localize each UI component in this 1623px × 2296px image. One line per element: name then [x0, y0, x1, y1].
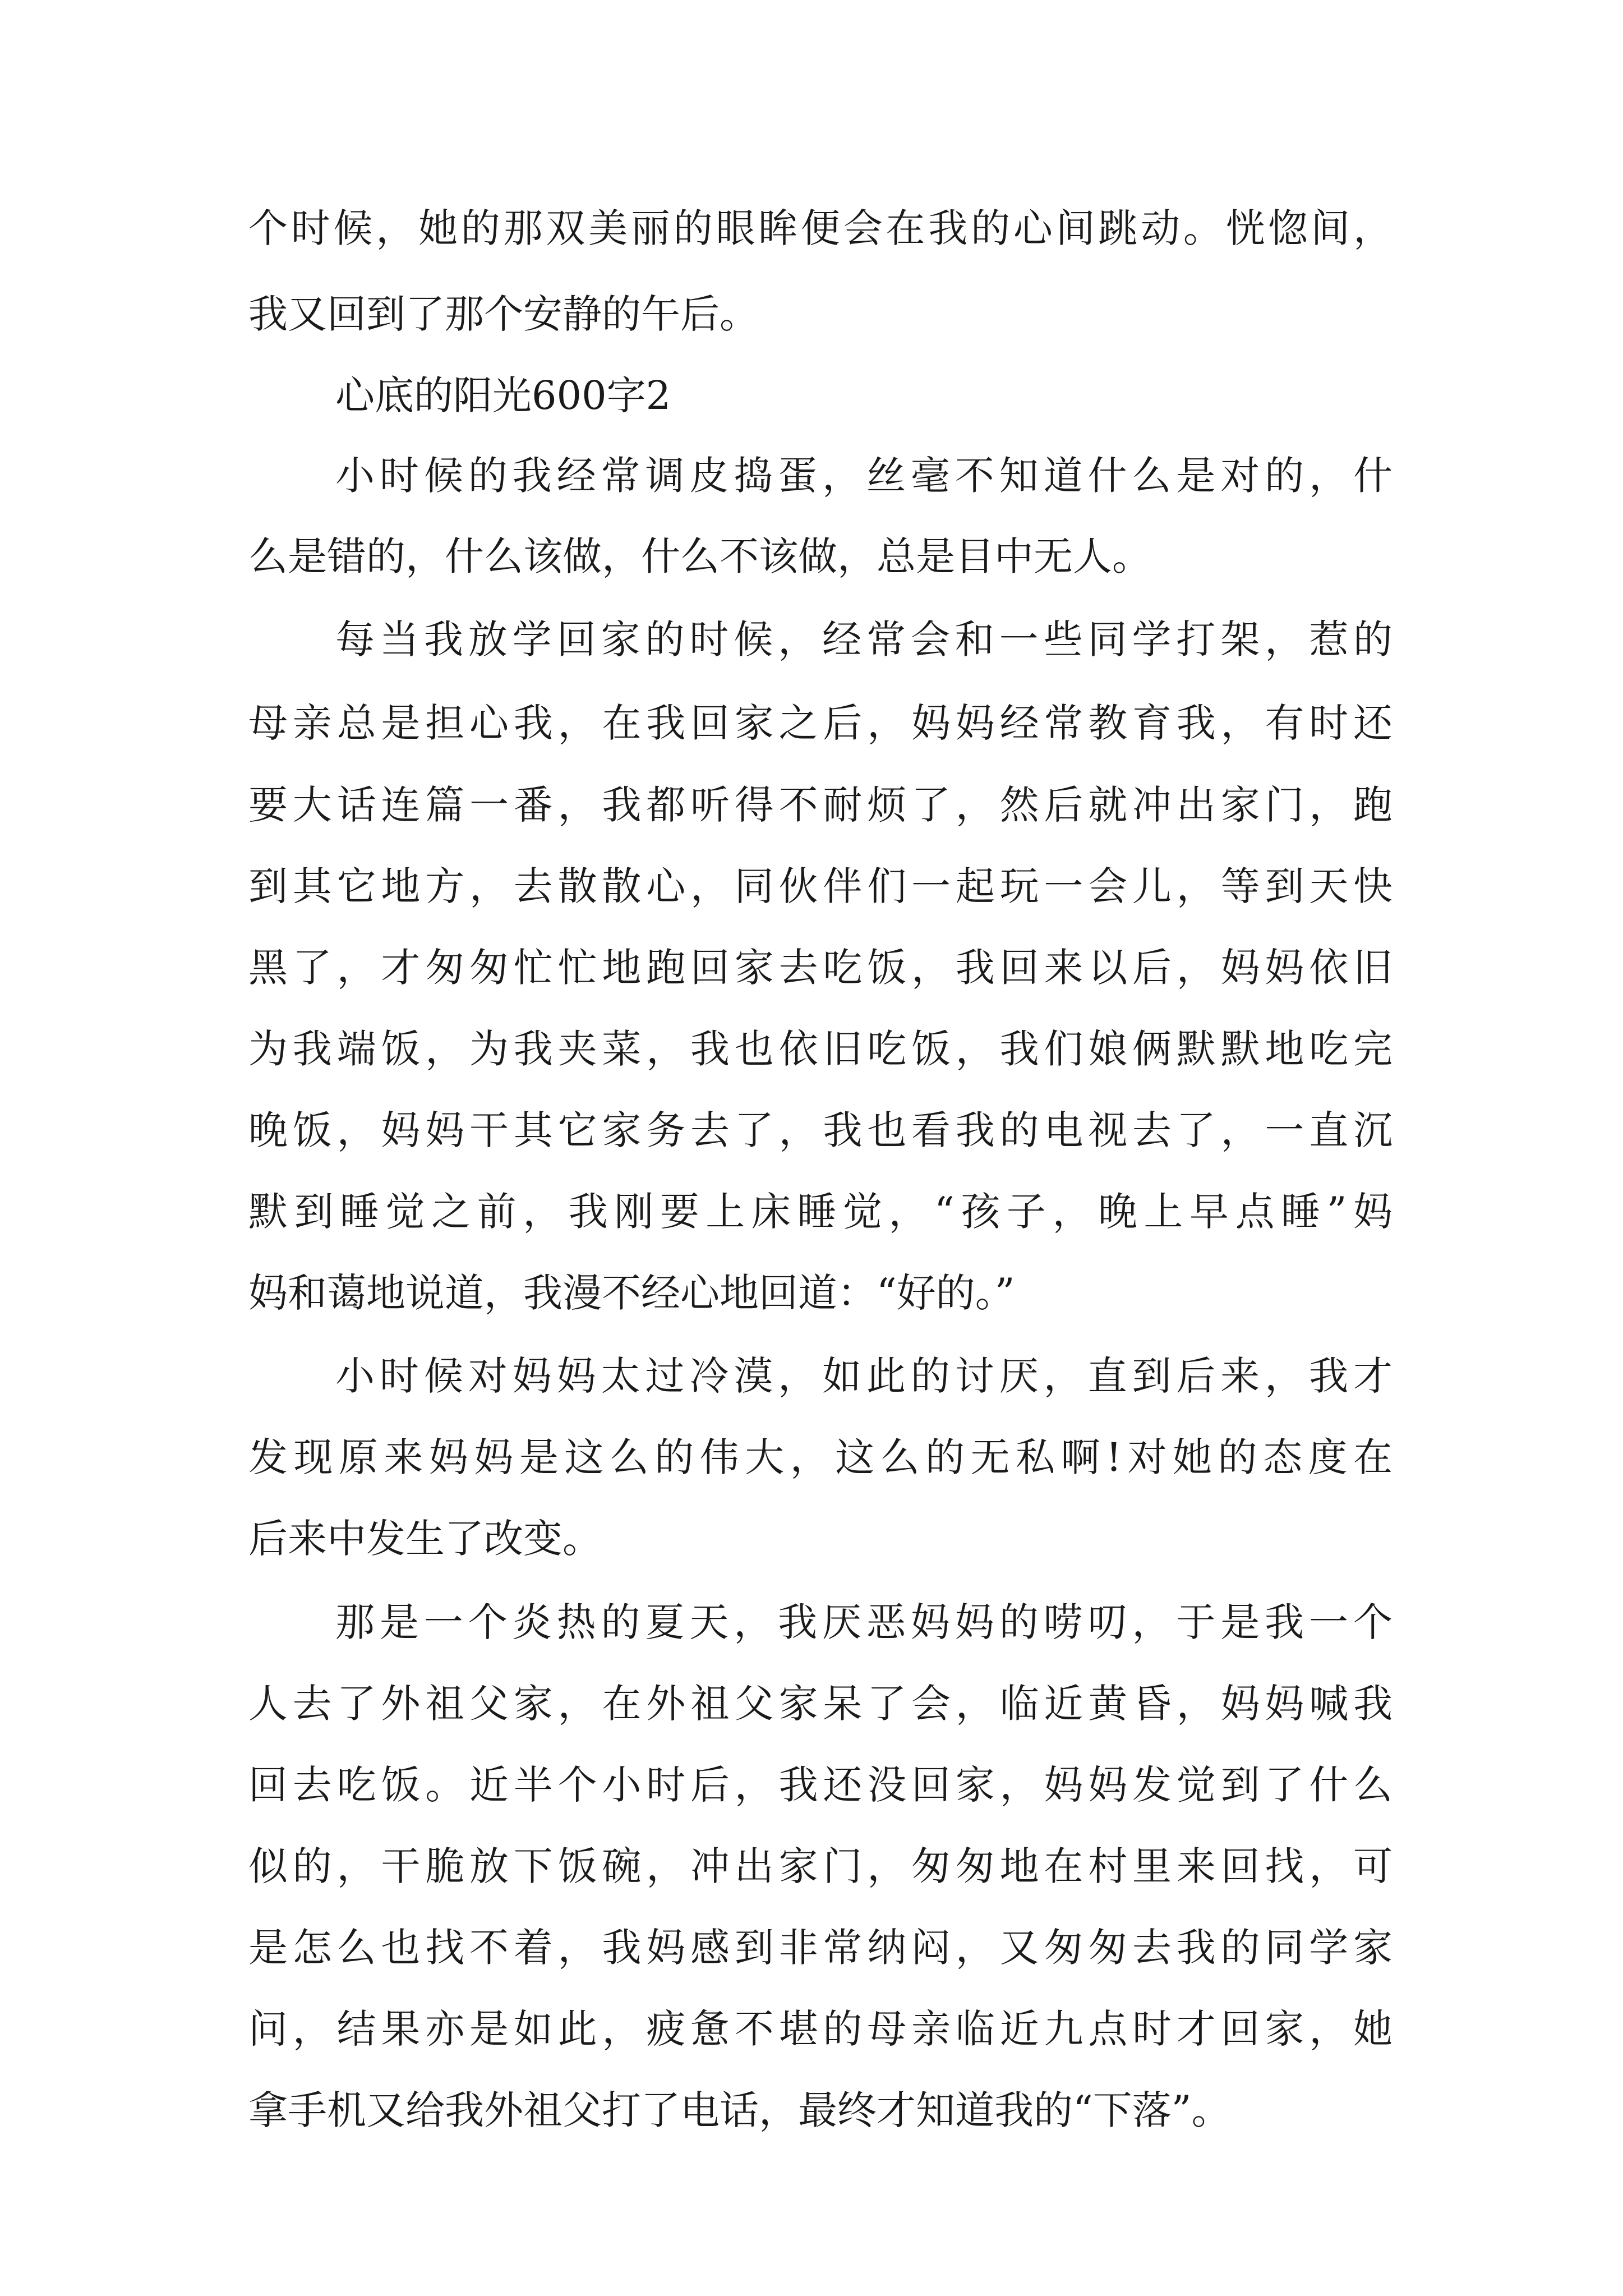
text-line: 小时候对妈妈太过冷漠，如此的讨厌，直到后来，我才	[335, 1353, 1393, 1399]
text-line: 到其它地方，去散散心，同伙伴们一起玩一会儿，等到天快	[248, 863, 1393, 909]
text-line: 母亲总是担心我，在我回家之后，妈妈经常教育我，有时还	[248, 700, 1393, 746]
text-line: 发现原来妈妈是这么的伟大，这么的无私啊!对她的态度在	[248, 1434, 1393, 1480]
text-line: 为我端饭，为我夹菜，我也依旧吃饭，我们娘俩默默地吃完	[248, 1026, 1393, 1072]
text-line: 回去吃饭。近半个小时后，我还没回家，妈妈发觉到了什么	[248, 1762, 1393, 1808]
text-line: 小时候的我经常调皮捣蛋，丝毫不知道什么是对的，什	[335, 453, 1393, 499]
text-line: 要大话连篇一番，我都听得不耐烦了，然后就冲出家门，跑	[248, 782, 1393, 828]
text-line: 个时候，她的那双美丽的眼眸便会在我的心间跳动。恍惚间，	[248, 205, 1393, 251]
text-line: 么是错的，什么该做，什么不该做，总是目中无人。	[248, 533, 1151, 579]
text-line: 妈和蔼地说道，我漫不经心地回道：“好的。”	[248, 1270, 1015, 1316]
section-heading: 心底的阳光600字2	[335, 372, 671, 418]
text-line: 问，结果亦是如此，疲惫不堪的母亲临近九点时才回家，她	[248, 2006, 1393, 2052]
text-line: 拿手机又给我外祖父打了电话，最终才知道我的“下落”。	[248, 2087, 1231, 2133]
text-line: 那是一个炎热的夏天，我厌恶妈妈的唠叨，于是我一个	[335, 1599, 1393, 1645]
text-line: 我又回到了那个安静的午后。	[248, 291, 759, 337]
text-line: 晚饭，妈妈干其它家务去了，我也看我的电视去了，一直沉	[248, 1107, 1393, 1153]
text-line: 似的，干脆放下饭碗，冲出家门，匆匆地在村里来回找，可	[248, 1843, 1393, 1889]
text-line: 每当我放学回家的时候，经常会和一些同学打架，惹的	[335, 616, 1393, 662]
text-line: 人去了外祖父家，在外祖父家呆了会，临近黄昏，妈妈喊我	[248, 1681, 1393, 1727]
text-line: 默到睡觉之前，我刚要上床睡觉，“孩子，晚上早点睡”妈	[248, 1189, 1393, 1235]
text-line: 是怎么也找不着，我妈感到非常纳闷，又匆匆去我的同学家	[248, 1925, 1393, 1971]
text-line: 后来中发生了改变。	[248, 1516, 602, 1562]
text-line: 黑了，才匆匆忙忙地跑回家去吃饭，我回来以后，妈妈依旧	[248, 945, 1393, 991]
